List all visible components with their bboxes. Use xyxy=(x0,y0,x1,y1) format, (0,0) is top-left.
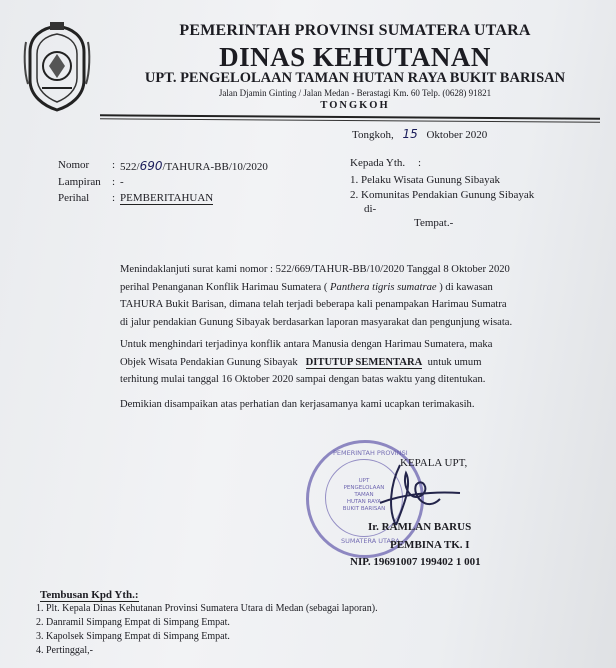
recipient-item: 2. Komunitas Pendakian Gunung Sibayak xyxy=(350,189,535,201)
perihal-value: PEMBERITAHUAN xyxy=(120,192,214,204)
recipient-tempat: Tempat.- xyxy=(414,217,454,229)
stamp-line: BUKIT BARISAN xyxy=(342,506,386,512)
cc-item: 4. Pertinggal,- xyxy=(36,645,93,656)
lampiran-colon: : xyxy=(112,176,116,188)
body-text: Objek Wisata Pendakian Gunung Sibayak xyxy=(120,356,298,368)
cc-item: 3. Kapolsek Simpang Empat di Simpang Empat. xyxy=(36,631,230,642)
stamp-line: UPT xyxy=(358,478,370,484)
body-line: di jalur pendakian Gunung Sibayak berdasarkan laporan masyarakat dan pengunjung wisata. xyxy=(120,316,513,328)
city-line: TONGKOH xyxy=(320,100,390,111)
body-line xyxy=(120,279,590,297)
body-text: perihal Penanganan Konflik Harimau Sumatera ( xyxy=(120,281,328,293)
body-line: Menindaklanjuti surat kami nomor : 522/669/TAHUR-BB/10/2020 Tanggal 8 Oktober 2020 xyxy=(120,264,510,275)
address-line: Jalan Djamin Ginting / Jalan Medan - Berastagi Km. 60 Telp. (0628) 91821 xyxy=(218,88,492,98)
date-day-handwritten: 15 xyxy=(402,127,418,141)
recipient-di: di- xyxy=(364,203,377,215)
body-paragraph-1 xyxy=(120,261,590,331)
recipient-header-text: Kepada Yth. xyxy=(350,157,406,169)
body-line: TAHURA Bukit Barisan, dimana telah terjadi beberapa kali penampakan Harimau Sumatra xyxy=(120,299,507,310)
stamp-line: TAMAN xyxy=(354,492,374,498)
government-heading: PEMERINTAH PROVINSI SUMATERA UTARA xyxy=(179,22,531,39)
body-text: ) di kawasan xyxy=(439,281,493,293)
stamp-line: PENGELOLAAN xyxy=(343,485,385,491)
species-name-italic: Panthera tigris sumatrae xyxy=(330,281,437,293)
date-place: Tongkoh, xyxy=(352,129,394,141)
body-text: untuk umum xyxy=(427,356,482,368)
perihal-colon: : xyxy=(112,192,116,204)
recipient-colon: : xyxy=(417,157,421,169)
lampiran-label: Lampiran xyxy=(58,176,101,188)
nomor-handwritten: 690 xyxy=(139,159,163,173)
unit-heading: UPT. PENGELOLAAN TAMAN HUTAN RAYA BUKIT BARISAN xyxy=(144,70,566,86)
body-line: Untuk menghindari terjadinya konflik antara Manusia dengan Harimau Sumatera, maka xyxy=(120,339,493,350)
agency-heading: DINAS KEHUTANAN xyxy=(219,42,491,72)
cc-header: Tembusan Kpd Yth.: xyxy=(40,589,139,601)
body-paragraph-3 xyxy=(120,396,590,414)
provincial-emblem-logo xyxy=(22,22,92,112)
signatory-nip: NIP. 19691007 199402 1 001 xyxy=(350,556,481,568)
stamp-ring-top: PEMERINTAH PROVINSI xyxy=(333,449,408,457)
perihal-label: Perihal xyxy=(58,192,90,204)
nomor-colon: : xyxy=(112,159,116,171)
signature-title: KEPALA UPT, xyxy=(400,457,468,469)
cc-item: 1. Plt. Kepala Dinas Kehutanan Provinsi Sumatera Utara di Medan (sebagai laporan). xyxy=(36,603,378,614)
stamp-line: HUTAN RAYA xyxy=(346,499,382,505)
lampiran-value: - xyxy=(120,176,124,188)
letter-date xyxy=(352,127,487,141)
body-line xyxy=(120,354,590,372)
body-line: Demikian disampaikan atas perhatian dan kerjasamanya kami ucapkan terimakasih. xyxy=(120,399,475,410)
nomor-prefix: 522/ xyxy=(120,161,140,173)
body-line: terhitung mulai tanggal 16 Oktober 2020 sampai dengan batas waktu yang ditentukan. xyxy=(120,374,486,385)
cc-item: 2. Danramil Simpang Empat di Simpang Empat. xyxy=(36,617,230,628)
date-month-year: Oktober 2020 xyxy=(426,129,488,141)
nomor-value xyxy=(120,159,268,173)
recipient-item: 1. Pelaku Wisata Gunung Sibayak xyxy=(350,174,500,186)
recipient-header xyxy=(350,157,421,169)
stamp-ring-bottom: SUMATERA UTARA xyxy=(341,537,400,545)
closure-notice-bold: DITUTUP SEMENTARA xyxy=(305,356,423,368)
signatory-rank: PEMBINA TK. I xyxy=(390,539,470,551)
nomor-suffix: /TAHURA-BB/10/2020 xyxy=(162,161,268,173)
nomor-label: Nomor xyxy=(58,159,90,171)
body-paragraph-2 xyxy=(120,336,590,389)
signatory-name: Ir. RAMLAN BARUS xyxy=(368,521,472,533)
